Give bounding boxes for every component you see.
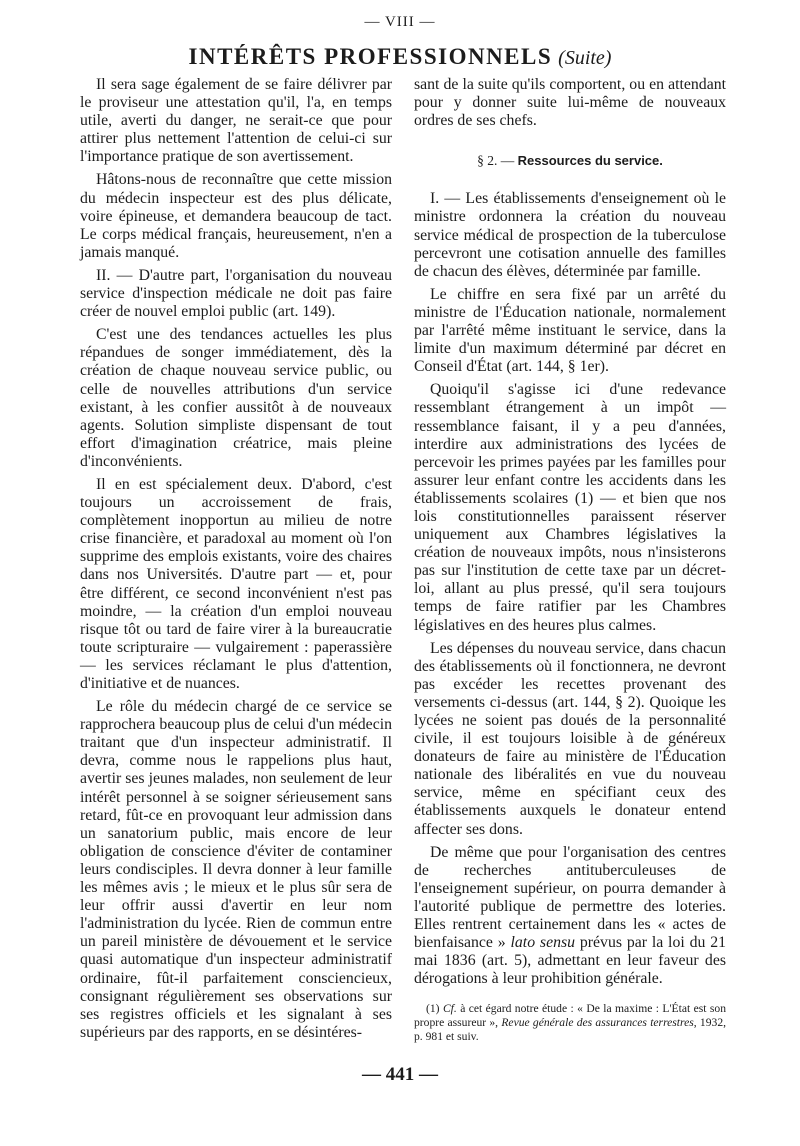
footnote-cf: Cf. [442,1002,457,1016]
left-paragraph-2: Hâtons-nous de reconnaître que cette mission du médecin inspecteur est des plus délicate, voire épineuse, et demandera beaucoup de tact. Le corps médical français, heureusement, n'en a jamais manqué. [80,171,392,261]
right-paragraph-1: I. — Les établissements d'enseignement où le ministre ordonnera la création du nouveau service médical de prospection de la tuberculose percevront une cotisation annuelle des familles de chacun des élèves, déterminée par famille. [414,190,726,280]
footnote-italic: Revue générale des assurances terrestres [501,1016,694,1030]
section-heading [414,152,726,170]
p5-text-a: De même que pour l'organisation des centres de recherches antituberculeuses de l'enseignement supérieur, on pourra demander à l'autorité publique de permettre des loteries. Elles rentrent certainement dans les « actes de bienfaisance » [414,843,726,952]
section-number: § 2. — [477,153,515,169]
left-column [80,76,392,1047]
title-text: INTÉRÊTS PROFESSIONNELS [188,44,553,69]
footnote-text-a: à cet égard notre étude : « De la maxime : L'État est son propre assureur », [414,1002,726,1030]
footnote [414,998,726,1044]
right-continuation: sant de la suite qu'ils comportent, ou en attendant pour y donner suite lui-même de nouveaux ordres de ses chefs. [414,76,726,130]
footnote-number: (1) [426,1002,440,1016]
title-suite: (Suite) [558,47,612,69]
left-paragraph-3: II. — D'autre part, l'organisation du nouveau service d'inspection médicale ne doit pas faire créer de nouvel emploi public (art. 149). [80,266,392,321]
right-paragraph-5 [414,844,726,989]
p5-italic: lato sensu [510,934,576,952]
page-number: — 441 — [362,1064,438,1085]
left-paragraph-6: Le rôle du médecin chargé de ce service se rapprochera beaucoup plus de celui d'un médecin traitant que d'un inspecteur administratif. Il devra, comme nous le rappelions plus haut, avertir ses jeunes malades, non seulement de leur intérêt personnel à se soigner sérieusement sans retard, fût-ce en provoquant leur admission dans un sanatorium public, mais encore de leur obligation de conscience d'éviter de contaminer leurs condisciples. Il devra donner à leur famille les mêmes avis ; le mieux et le plus sûr sera de leur offrir aussi d'avertir en leur nom l'administration du lycée. Rien de commun entre un pareil ministère de dévouement et le service quasi automatique d'un inspecteur administratif ordinaire, fût-il parfaitement consciencieux, consignant régulièrement ses observations sur ses registres officiels et les signalant à ses supérieurs par des rapports, en se désintéres- [80,698,392,1041]
left-paragraph-4: C'est une des tendances actuelles les plus répandues de songer immédiatement, dès la création de chaque nouveau service public, ou celle de nouvelles attributions d'un service existant, à les confier aussitôt à de nouveaux agents. Solution simpliste dispensant de tout effort d'imagination créatrice, mais pleine d'inconvénients. [80,326,392,470]
roman-page-marker: — VIII — [364,14,436,30]
page-title [0,44,800,70]
right-paragraph-2: Le chiffre en sera fixé par un arrêté du ministre de l'Éducation nationale, normalement par l'arrêté même instituant le service, dans la limite d'un maximum déterminé par décret en Conseil d'État (art. 144, § 1er). [414,285,726,376]
right-column [414,76,726,1044]
left-paragraph-1: Il sera sage également de se faire délivrer par le proviseur une attestation qu'il, l'a, en temps utile, averti du danger, ne serait-ce que pour attirer plus nettement l'attention de celui-ci sur l'importance pratique de son avertissement. [80,76,392,166]
right-paragraph-3: Quoiqu'il s'agisse ici d'une redevance ressemblant étrangement à un impôt — ressemblance faisant, il y a peu d'années, interdire aux administrations des lycées de percevoir les primes payées par les familles pour assurer leur enfant contre les accidents dans les établissements scolaires (1) — et bien que nos lois constitutionnelles paraissent réserver uniquement aux Chambres législatives la création de nouveaux impôts, nous n'insisterons pas sur l'institution de cette taxe par un décret-loi, allant au plus pressé, qu'il sera toujours temps de faire ratifier par les Chambres législatives en des heures plus calmes. [414,381,726,634]
footnote-text-b: , 1932, p. 981 et suiv. [414,1016,727,1044]
right-paragraph-4: Les dépenses du nouveau service, dans chacun des établissements où il fonctionnera, ne devront pas excéder les recettes provenant des versements ci-dessus (art. 144, § 2). Quoique les lycées ne soient pas doués de la personnalité civile, il est toujours loisible à de généreux donateurs de faire au ministère de l'Éducation nationale des libéralités en vue du nouveau service, même en spécifiant ceux des établissements auxquels le donateur entend affecter ses dons. [414,639,726,838]
section-title: Ressources du service. [517,153,663,169]
p5-text-b: prévus par la loi du 21 mai 1836 (art. 5), admettant en leur faveur des dérogations à leur prohibition générale. [414,934,726,988]
left-paragraph-5: Il en est spécialement deux. D'abord, c'est toujours un accroissement de frais, complètement inopportun au milieu de notre crise financière, et paradoxal au moment où l'on supprime des emplois existants, voire des chaires dans nos Universités. D'autre part — et, pour être différent, ce second inconvénient n'est pas moindre, — la création d'un emploi nouveau risque tôt ou tard de faire virer à la bureaucratie toute scripturaire — vulgairement : paperassière — les services réclamant le plus d'attention, d'initiative et de nuances. [80,475,392,692]
